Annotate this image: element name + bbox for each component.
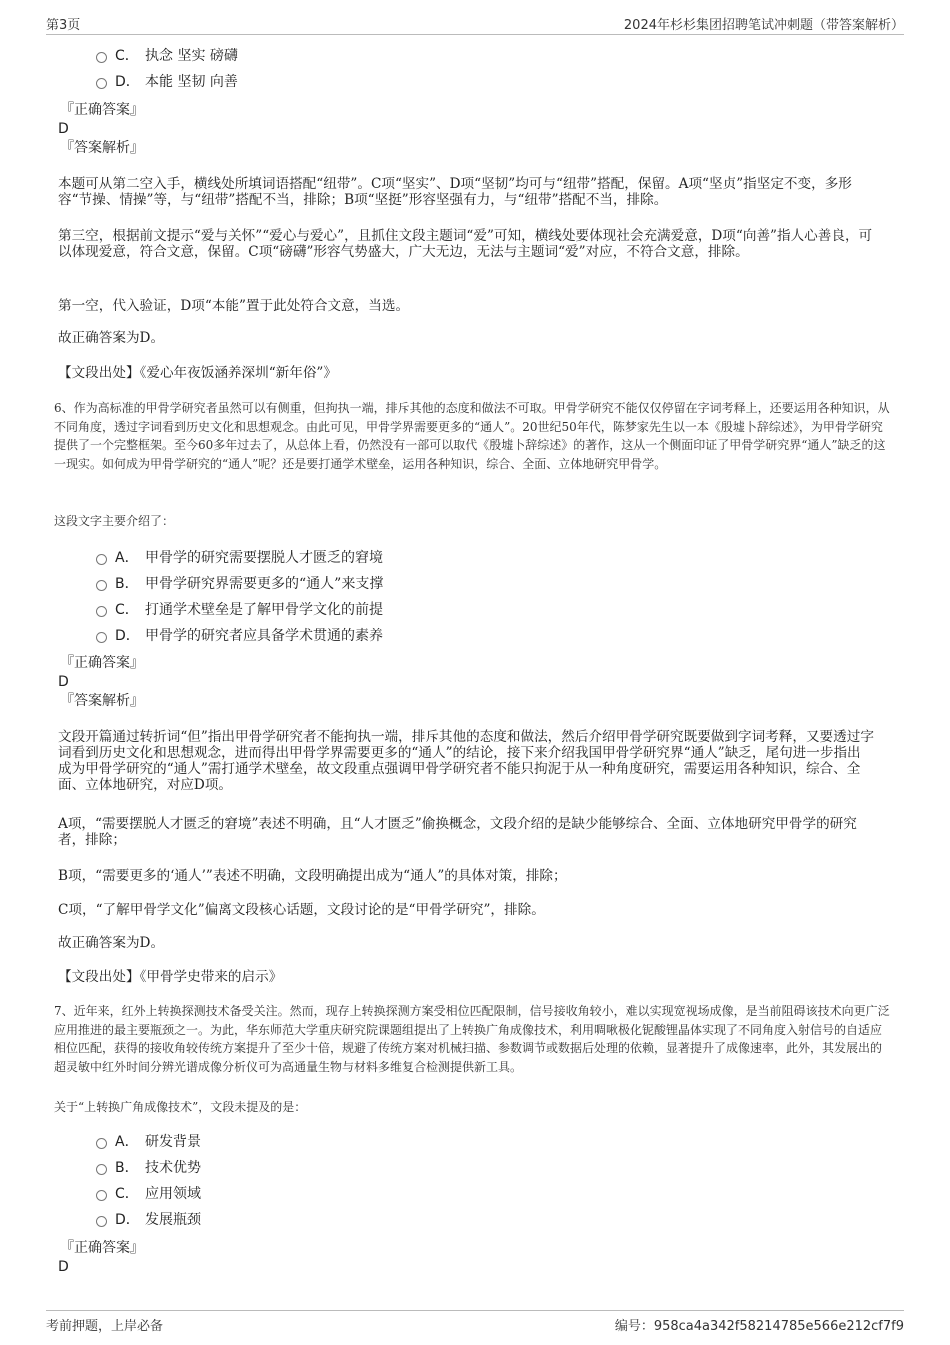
radio-icon[interactable] xyxy=(96,52,107,63)
q6-analysis-3: B项，“需要更多的‘通人’”表述不明确，文段明确提出成为“通人”的具体对策，排除； xyxy=(58,868,567,884)
radio-icon[interactable] xyxy=(96,1216,107,1227)
q6-prompt: 这段文字主要介绍了： xyxy=(54,514,175,528)
correct-answer-label: 『正确答案』 xyxy=(60,655,144,671)
q6-answer-block xyxy=(58,653,888,711)
q7-option-a[interactable]: A． 研发背景 xyxy=(58,1132,926,1158)
analysis-label: 『答案解析』 xyxy=(60,693,144,709)
q6-source: 【文段出处】《甲骨学史带来的启示》 xyxy=(58,969,283,985)
footer-slogan: 考前押题，上岸必备 xyxy=(46,1319,164,1334)
radio-icon[interactable] xyxy=(96,1164,107,1175)
q7-stem: 7、近年来，红外上转换探测技术备受关注。然而，现存上转换探测方案受相位匹配限制，信号接收角较小，难以实现宽视场成像，是当前阻碍该技术向更广泛应用推进的最主要瓶颈之一。为此，华东师范大学重庆研究院课题组提出了上转换广角成像技术，利用啁啾极化铌酸锂晶体实现了不同角度入射信号的自适应相位匹配，获得的接收角较传统方案提升了至少十倍，规避了传统方案对机械扫描、参数调节或数据后处理的依赖，显著提升了成像速率，此外，其发展出的超灵敏中红外时间分辨光谱成像分析仪可为高通量生物与材料多维复合检测提供新工具。 xyxy=(54,1004,890,1074)
document-title: 2024年杉杉集团招聘笔试冲刺题（带答案解析） xyxy=(623,18,904,33)
q5-option-c[interactable]: C． 执念 坚实 磅礴 xyxy=(58,46,926,72)
q6-option-c[interactable]: C． 打通学术壁垒是了解甲骨学文化的前提 xyxy=(58,600,926,626)
q6-analysis-1: 文段开篇通过转折词“但”指出甲骨学研究者不能拘执一端，排斥其他的态度和做法，然后介绍甲骨学研究既要做到字词考释，又要透过字词看到历史文化和思想观念，进而得出甲骨学界需要更多的“通人”的结论，接下来介绍我国甲骨学研究界“通人”缺乏，尾句进一步指出成为甲骨学研究的“通人”需打通学术壁垒，故文段重点强调甲骨学研究者不能只拘泥于从一种角度研究，需要运用各种知识，综合、全面、立体地研究，对应D项。 xyxy=(58,729,874,793)
radio-icon[interactable] xyxy=(96,606,107,617)
radio-icon[interactable] xyxy=(96,1190,107,1201)
page-footer xyxy=(46,1310,904,1335)
q5-option-d[interactable]: D． 本能 坚韧 向善 xyxy=(58,72,926,98)
q7-option-b[interactable]: B． 技术优势 xyxy=(58,1158,926,1184)
correct-answer-label: 『正确答案』 xyxy=(60,1240,144,1256)
q5-analysis-4: 故正确答案为D。 xyxy=(58,330,165,346)
q5-analysis-3: 第一空，代入验证，D项“本能”置于此处符合文意，当选。 xyxy=(58,298,410,314)
q6-stem: 6、作为高标准的甲骨学研究者虽然可以有侧重，但拘执一端，排斥其他的态度和做法不可取。甲骨学研究不能仅仅停留在字词考释上，还要运用各种知识，从不同角度，透过字词看到历史文化和思想观念。由此可见，甲骨学界需要更多的“通人”。20世纪50年代，陈梦家先生以一本《殷墟卜辞综述》，为甲骨学研究提供了一个完整框架。至今60多年过去了，从总体上看，仍然没有一部可以取代《殷墟卜辞综述》的著作，这从一个侧面印证了甲骨学研究界“通人”缺乏的这一现实。如何成为甲骨学研究的“通人”呢？还是要打通学术壁垒，运用各种知识，综合、全面、立体地研究甲骨学。 xyxy=(54,401,890,471)
q7-option-c[interactable]: C． 应用领域 xyxy=(58,1184,926,1210)
correct-answer-label: 『正确答案』 xyxy=(60,102,144,118)
correct-answer-value: D xyxy=(58,1259,69,1275)
q7-prompt: 关于“上转换广角成像技术”，文段未提及的是： xyxy=(54,1100,307,1114)
page-header xyxy=(46,14,904,35)
document-id: 编号：958ca4a342f58214785e566e212cf7f9 xyxy=(614,1319,904,1334)
q6-option-d[interactable]: D． 甲骨学的研究者应具备学术贯通的素养 xyxy=(58,626,926,652)
q5-analysis-1: 本题可从第二空入手，横线处所填词语搭配“纽带”。C项“坚实”、D项“坚韧”均可与“纽带”搭配，保留。A项“坚贞”指坚定不变，多形容“节操、情操”等，与“纽带”搭配不当，排除；B项“坚挺”形容坚强有力，与“纽带”搭配不当，排除。 xyxy=(58,176,852,208)
q6-analysis-5: 故正确答案为D。 xyxy=(58,935,165,951)
radio-icon[interactable] xyxy=(96,632,107,643)
radio-icon[interactable] xyxy=(96,580,107,591)
radio-icon[interactable] xyxy=(96,1138,107,1149)
q6-option-b[interactable]: B． 甲骨学研究界需要更多的“通人”来支撑 xyxy=(58,574,926,600)
q6-option-a[interactable]: A． 甲骨学的研究需要摆脱人才匮乏的窘境 xyxy=(58,548,926,574)
q5-source: 【文段出处】《爱心年夜饭涵养深圳“新年俗”》 xyxy=(58,365,337,381)
radio-icon[interactable] xyxy=(96,78,107,89)
q5-answer-block xyxy=(58,100,888,158)
q6-analysis-4: C项，“了解甲骨学文化”偏离文段核心话题，文段讨论的是“甲骨学研究”，排除。 xyxy=(58,902,545,918)
q5-analysis-2: 第三空，根据前文提示“爱与关怀”“爱心与爱心”，且抓住文段主题词“爱”可知，横线处要体现社会充满爱意，D项“向善”指人心善良，可以体现爱意，符合文意，保留。C项“磅礴”形容气势盛大，广大无边，无法与主题词“爱”对应，不符合文意，排除。 xyxy=(58,228,873,260)
q7-option-d[interactable]: D． 发展瓶颈 xyxy=(58,1210,926,1236)
correct-answer-value: D xyxy=(58,121,69,137)
q6-analysis-2: A项，“需要摆脱人才匮乏的窘境”表述不明确，且“人才匮乏”偷换概念，文段介绍的是缺少能够综合、全面、立体地研究甲骨学的研究者，排除； xyxy=(58,816,857,848)
page-number: 第3页 xyxy=(46,18,81,33)
correct-answer-value: D xyxy=(58,674,69,690)
q7-answer-block xyxy=(58,1238,888,1276)
analysis-label: 『答案解析』 xyxy=(60,140,144,156)
radio-icon[interactable] xyxy=(96,554,107,565)
